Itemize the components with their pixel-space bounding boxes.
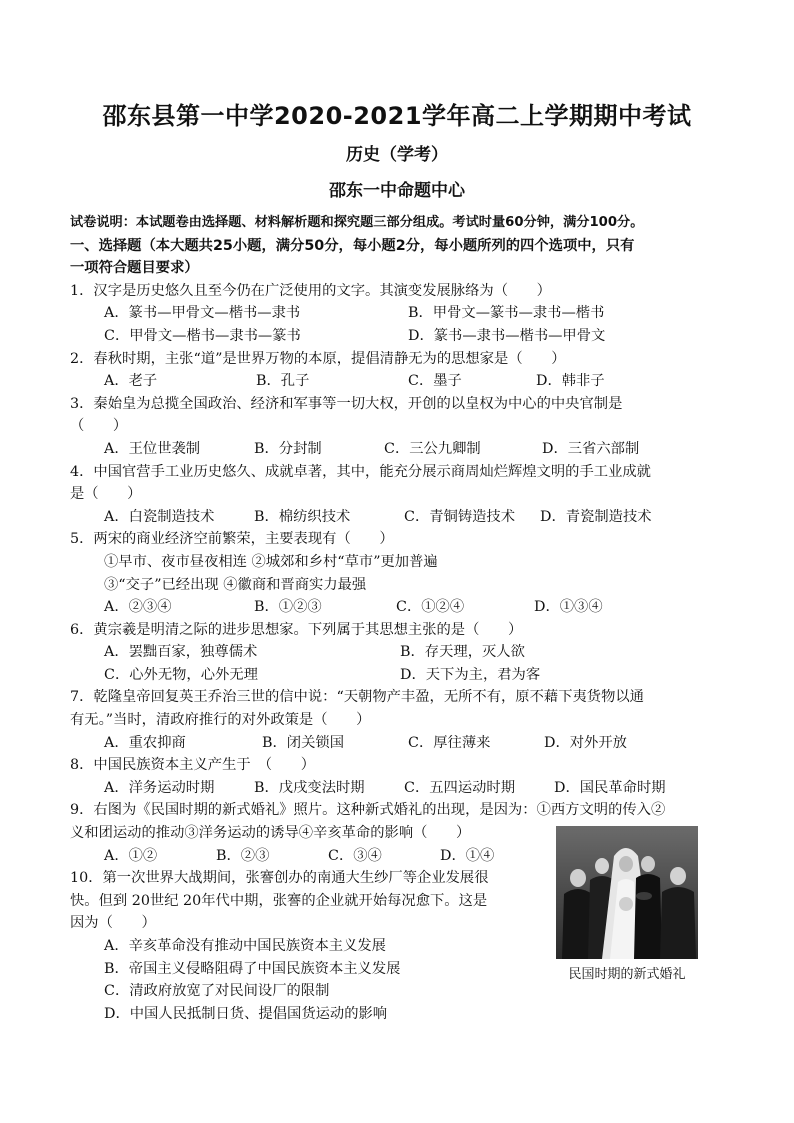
q8-option-a: A．洋务运动时期 — [104, 779, 215, 796]
q9-option-a: A．①② — [104, 847, 158, 864]
q4-options — [70, 506, 722, 529]
q4-stem-line2: 是（ ） — [70, 486, 142, 503]
q5-stem: 5．两宋的商业经济空前繁荣，主要表现有（ ） — [70, 531, 394, 548]
q9-option-b: B．②③ — [216, 847, 270, 864]
q3-options — [70, 438, 722, 461]
q4-stem-line1: 4．中国官营手工业历史悠久、成就卓著，其中，能充分展示商周灿烂辉煌文明的手工业成就 — [70, 463, 651, 480]
q7-stem-line2: 有无。”当时，清政府推行的对外政策是（ ） — [70, 712, 371, 729]
q5-option-d: D．①③④ — [534, 599, 603, 616]
q1-option-a: A．篆书—甲骨文—楷书—隶书 — [104, 305, 301, 322]
q3-option-d: D．三省六部制 — [542, 440, 640, 457]
q9-stem-line1: 9．右图为《民国时期的新式婚礼》照片。这种新式婚礼的出现，是因为：①西方文明的传入② — [70, 802, 666, 819]
q2-option-d: D．韩非子 — [536, 373, 605, 390]
q8-option-c: C．五四运动时期 — [404, 779, 516, 796]
q5-statement-2: ③“交子”已经出现 ④徽商和晋商实力最强 — [104, 576, 367, 593]
q10-stem-line3: 因为（ ） — [70, 915, 156, 932]
q1-option-c: C．甲骨文—楷书—隶书—篆书 — [104, 327, 301, 344]
q4-option-c: C．青铜铸造技术 — [404, 508, 516, 525]
q10-option-c: C．清政府放宽了对民间设厂的限制 — [104, 983, 330, 1000]
q3-option-b: B．分封制 — [254, 440, 322, 457]
paper-description: 试卷说明：本试题卷由选择题、材料解析题和探究题三部分组成。考试时量60分钟，满分100分。 — [70, 215, 644, 230]
q8-option-b: B．戊戌变法时期 — [254, 779, 365, 796]
q10-option-a: A．辛亥革命没有推动中国民族资本主义发展 — [104, 938, 386, 954]
page-title: 邵东县第一中学2020-2021学年高二上学期期中考试 — [102, 102, 692, 130]
q5-statement-1: ①早市、夜市昼夜相连 ②城郊和乡村“草市”更加普遍 — [104, 553, 438, 570]
q4-option-d: D．青瓷制造技术 — [540, 508, 652, 525]
q5-option-c: C．①②④ — [396, 599, 465, 616]
q4-option-b: B．棉纺织技术 — [254, 508, 351, 525]
q5-options — [70, 596, 722, 619]
q6-option-b: B．存天理，灭人欲 — [400, 644, 525, 661]
author-center: 邵东一中命题中心 — [329, 181, 465, 201]
q10-stem-line2: 快。但到 20世纪 20年代中期，张謇的企业就开始每况愈下。这是 — [70, 892, 488, 909]
wedding-photo-icon — [556, 826, 698, 959]
figure-caption: 民国时期的新式婚礼 — [568, 967, 686, 982]
q3-option-a: A．王位世袭制 — [104, 440, 201, 457]
q1-option-b: B．甲骨文—篆书—隶书—楷书 — [408, 305, 605, 322]
q6-option-d: D．天下为主，君为客 — [400, 666, 541, 683]
q4-option-a: A．白瓷制造技术 — [104, 508, 215, 525]
q3-stem-line2: （ ） — [70, 418, 128, 435]
q9-stem-line2: 义和团运动的推动③洋务运动的诱导④辛亥革命的影响（ ） — [70, 825, 471, 842]
q6-option-a: A．罢黜百家，独尊儒术 — [104, 644, 258, 661]
q5-option-b: B．①②③ — [254, 599, 322, 616]
q10-option-d: D．中国人民抵制日货、提倡国货运动的影响 — [104, 1005, 388, 1022]
q9-option-c: C．③④ — [328, 847, 382, 864]
q6-options-row1 — [70, 641, 722, 664]
wedding-figure — [556, 826, 698, 982]
q2-option-c: C．墨子 — [408, 373, 462, 390]
q7-stem-line1: 7．乾隆皇帝回复英王乔治三世的信中说：“天朝物产丰盈，无所不有，原不藉下夷货物以通 — [70, 689, 644, 706]
q2-options — [70, 370, 722, 393]
q8-option-d: D．国民革命时期 — [554, 779, 666, 796]
q1-option-d: D．篆书—隶书—楷书—甲骨文 — [408, 327, 606, 344]
q7-option-d: D．对外开放 — [544, 734, 627, 751]
q3-option-c: C．三公九卿制 — [384, 440, 481, 457]
q9-option-d: D．①④ — [440, 847, 495, 864]
section-heading-line2: 一项符合题目要求） — [70, 260, 199, 277]
q1-stem: 1．汉字是历史悠久且至今仍在广泛使用的文字。其演变发展脉络为（ ） — [70, 282, 551, 299]
q6-options-row2 — [70, 664, 722, 687]
q1-options-row2 — [70, 325, 722, 348]
q10-option-b: B．帝国主义侵略阻碍了中国民族资本主义发展 — [104, 960, 401, 977]
q7-options — [70, 732, 722, 755]
q7-option-a: A．重农抑商 — [104, 734, 186, 751]
q2-option-a: A．老子 — [104, 373, 158, 390]
q7-option-b: B．闭关锁国 — [262, 734, 344, 751]
subject-title: 历史（学考） — [346, 145, 448, 165]
q1-options-row1 — [70, 302, 722, 325]
q5-option-a: A．②③④ — [104, 599, 172, 616]
q2-stem: 2．春秋时期，主张“道”是世界万物的本原，提倡清静无为的思想家是（ ） — [70, 350, 566, 367]
q2-option-b: B．孔子 — [256, 373, 310, 390]
wedding-photo-drawing — [556, 826, 698, 959]
q8-options — [70, 777, 722, 800]
section-heading-line1: 一、选择题（本大题共25小题，满分50分，每小题2分，每小题所列的四个选项中，只有 — [70, 237, 635, 254]
q6-stem: 6．黄宗羲是明清之际的进步思想家。下列属于其思想主张的是（ ） — [70, 621, 523, 638]
q6-option-c: C．心外无物，心外无理 — [104, 666, 258, 683]
q8-stem: 8．中国民族资本主义产生于 （ ） — [70, 757, 315, 774]
q7-option-c: C．厚往薄来 — [408, 734, 491, 751]
q3-stem-line1: 3．秦始皇为总揽全国政治、经济和军事等一切大权，开创的以皇权为中心的中央官制是 — [70, 395, 623, 412]
q10-stem-line1: 10．第一次世界大战期间，张謇创办的南通大生纱厂等企业发展很 — [70, 870, 489, 887]
